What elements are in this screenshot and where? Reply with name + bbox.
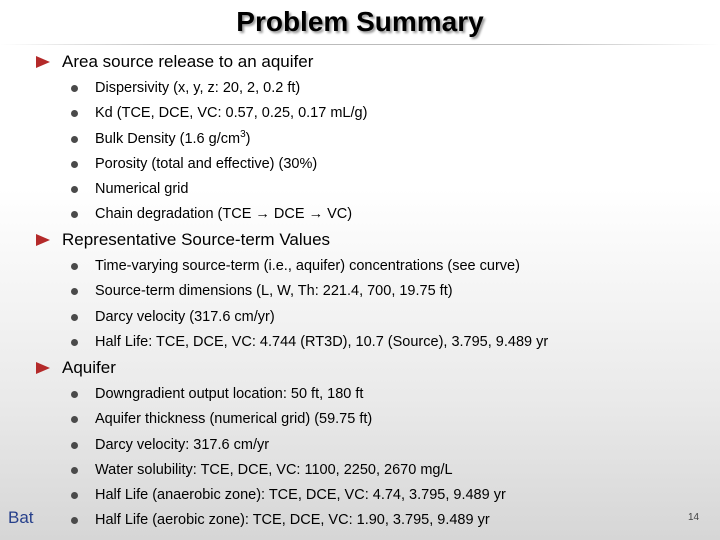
list-item-text: Downgradient output location: 50 ft, 180 ft bbox=[95, 386, 364, 402]
section-heading bbox=[36, 51, 367, 73]
bullet-icon bbox=[71, 186, 78, 193]
bullet-icon bbox=[71, 110, 78, 117]
bullet-icon bbox=[71, 85, 78, 92]
section-heading bbox=[36, 357, 506, 379]
list-item-text-tail: ) bbox=[245, 130, 251, 147]
list-item bbox=[36, 483, 506, 508]
list-item bbox=[36, 202, 367, 227]
list-item-text: Half Life (aerobic zone): TCE, DCE, VC: 1.90, 3.795, 9.489 yr bbox=[95, 512, 490, 529]
bullet-icon bbox=[71, 517, 78, 524]
list-item bbox=[36, 127, 367, 152]
list-item-text: Time-varying source-term (i.e., aquifer) concentrations (see curve) bbox=[95, 258, 520, 274]
list-item-text: Bulk Density (1.6 g/cm bbox=[95, 130, 241, 147]
bullet-icon bbox=[71, 161, 78, 168]
bullet-icon bbox=[71, 339, 78, 346]
arrow-bullet-icon bbox=[36, 56, 50, 68]
bullet-icon bbox=[71, 211, 78, 218]
bullet-icon bbox=[71, 314, 78, 321]
section-heading bbox=[36, 229, 548, 251]
list-item-text: Source-term dimensions (L, W, Th: 221.4, 700, 19.75 ft) bbox=[95, 283, 453, 300]
bullet-icon bbox=[71, 492, 78, 499]
slide-title: Problem Summary bbox=[236, 6, 484, 37]
list-item bbox=[36, 177, 367, 202]
superscript: 3 bbox=[240, 128, 246, 140]
list-item bbox=[36, 458, 506, 483]
section-source-term bbox=[36, 229, 548, 355]
list-item-text: Water solubility: TCE, DCE, VC: 1100, 2250, 2670 mg/L bbox=[95, 461, 453, 478]
list-item bbox=[36, 433, 506, 458]
section-heading-text: Representative Source-term Values bbox=[62, 230, 331, 249]
list-item-text: Aquifer thickness (numerical grid) (59.75 ft) bbox=[95, 411, 373, 428]
section-heading-text: Area source release to an aquifer bbox=[62, 52, 314, 71]
list-item bbox=[36, 254, 548, 279]
page-number: 14 bbox=[688, 512, 700, 523]
list-item bbox=[36, 305, 548, 330]
arrow-bullet-icon bbox=[36, 234, 50, 246]
section-heading-text: Aquifer bbox=[62, 358, 116, 377]
bullet-icon bbox=[71, 467, 78, 474]
logo: Bat bbox=[8, 508, 34, 527]
list-item bbox=[36, 101, 367, 126]
list-item-text: Porosity (total and effective) (30%) bbox=[95, 155, 318, 172]
bullet-icon bbox=[71, 391, 78, 398]
list-item bbox=[36, 330, 548, 355]
list-item bbox=[36, 382, 506, 407]
list-item bbox=[36, 76, 367, 101]
list-item-text: Chain degradation (TCE → DCE → VC) bbox=[95, 206, 353, 223]
list-item-text: Kd (TCE, DCE, VC: 0.57, 0.25, 0.17 mL/g) bbox=[95, 105, 368, 122]
bullet-icon bbox=[71, 263, 78, 270]
bullet-icon bbox=[71, 442, 78, 449]
bullet-icon bbox=[71, 416, 78, 423]
section-aquifer bbox=[36, 357, 506, 534]
list-item bbox=[36, 279, 548, 304]
bullet-icon bbox=[71, 288, 78, 295]
list-item-text: Darcy velocity: 317.6 cm/yr bbox=[95, 436, 270, 453]
list-item-text: Numerical grid bbox=[95, 181, 189, 198]
list-item-text: Half Life: TCE, DCE, VC: 4.744 (RT3D), 10.7 (Source), 3.795, 9.489 yr bbox=[95, 333, 549, 350]
list-item bbox=[36, 152, 367, 177]
title-divider bbox=[0, 44, 720, 45]
section-source-release bbox=[36, 51, 367, 228]
list-item bbox=[36, 508, 506, 533]
list-item-text: Dispersivity (x, y, z: 20, 2, 0.2 ft) bbox=[95, 80, 301, 96]
list-item-text: Darcy velocity (317.6 cm/yr) bbox=[95, 308, 275, 325]
arrow-bullet-icon bbox=[36, 362, 50, 374]
bullet-icon bbox=[71, 136, 78, 143]
list-item-text: Half Life (anaerobic zone): TCE, DCE, VC: 4.74, 3.795, 9.489 yr bbox=[95, 487, 506, 504]
list-item bbox=[36, 407, 506, 432]
